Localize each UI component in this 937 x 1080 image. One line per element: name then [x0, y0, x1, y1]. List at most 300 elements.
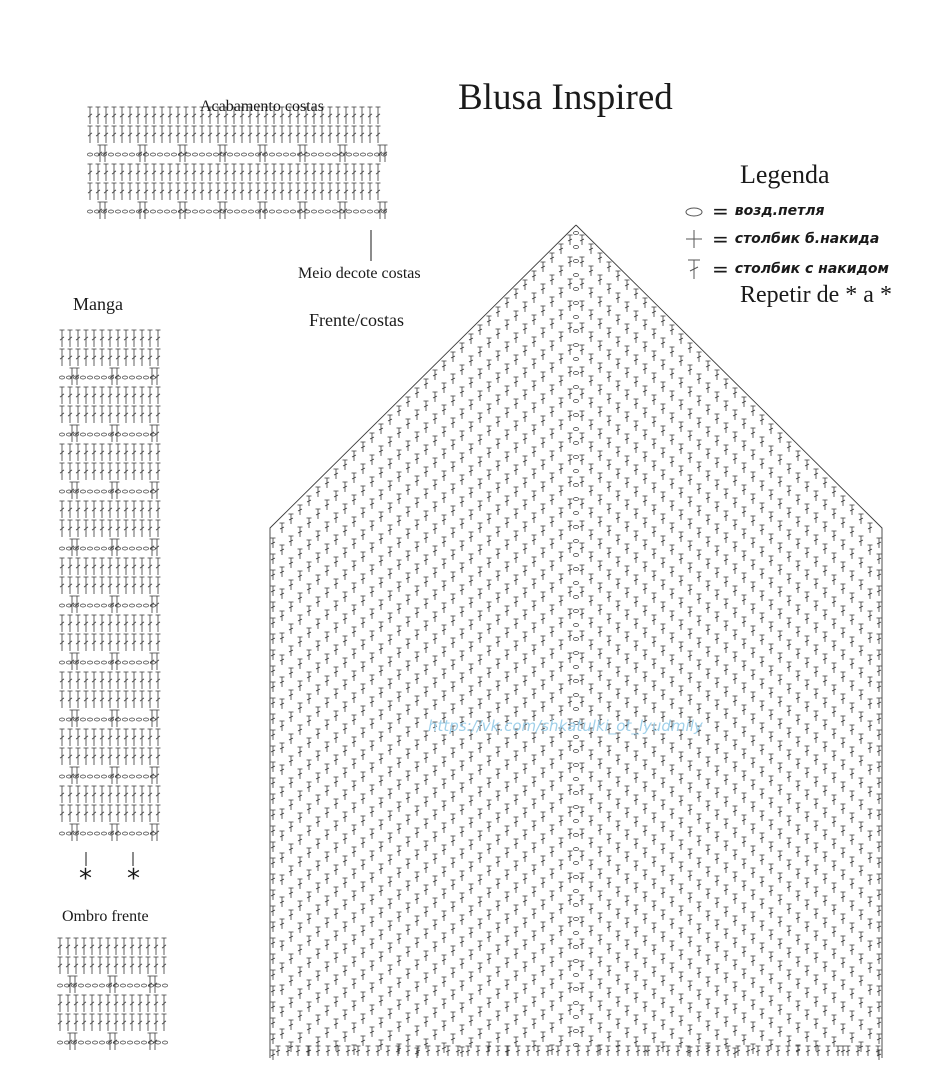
double-crochet-stitch [98, 957, 103, 974]
double-crochet-stitch [343, 658, 348, 668]
double-crochet-stitch [312, 183, 317, 200]
double-crochet-stitch [496, 747, 501, 757]
double-crochet-stitch [433, 392, 438, 402]
double-crochet-stitch [706, 867, 711, 877]
double-crochet-stitch [110, 767, 115, 784]
double-crochet-stitch [74, 957, 79, 974]
chain-stitch [367, 210, 372, 213]
double-crochet-stitch [643, 320, 648, 330]
double-crochet-stitch [598, 803, 603, 813]
double-crochet-stitch [184, 107, 189, 124]
double-crochet-stitch [352, 561, 357, 571]
double-crochet-stitch [859, 910, 864, 920]
double-crochet-stitch [616, 865, 621, 875]
double-crochet-stitch [814, 909, 819, 919]
chain-stitch [573, 456, 578, 459]
double-crochet-stitch [388, 833, 393, 843]
double-crochet-stitch [868, 1007, 873, 1017]
double-crochet-stitch [307, 958, 312, 968]
double-crochet-stitch [559, 926, 564, 936]
double-crochet-stitch [652, 549, 657, 559]
double-crochet-stitch [361, 728, 366, 738]
double-crochet-stitch [832, 773, 837, 783]
double-crochet-stitch [289, 646, 294, 656]
double-crochet-stitch [625, 764, 630, 774]
chain-stitch [59, 490, 64, 493]
double-crochet-stitch [625, 610, 630, 620]
double-crochet-stitch [589, 266, 594, 276]
double-crochet-stitch [661, 844, 666, 854]
double-crochet-stitch [280, 743, 285, 753]
double-crochet-stitch [397, 670, 402, 680]
double-crochet-stitch [688, 541, 693, 551]
double-crochet-stitch [733, 960, 738, 970]
double-crochet-stitch [823, 698, 828, 708]
double-crochet-stitch [532, 623, 537, 633]
chain-stitch [134, 1041, 139, 1044]
page-title: Blusa Inspired [458, 77, 673, 118]
double-crochet-stitch [397, 538, 402, 548]
double-crochet-stitch [379, 424, 384, 434]
double-crochet-stitch [75, 425, 80, 442]
double-crochet-stitch [688, 387, 693, 397]
double-crochet-stitch [88, 126, 93, 143]
chain-stitch [346, 210, 351, 213]
double-crochet-stitch [634, 531, 639, 541]
double-crochet-stitch [496, 615, 501, 625]
double-crochet-stitch [568, 895, 573, 905]
double-crochet-stitch [634, 377, 639, 387]
double-crochet-stitch [271, 986, 276, 996]
double-crochet-stitch [814, 535, 819, 545]
double-crochet-stitch [559, 508, 564, 518]
double-crochet-stitch [415, 454, 420, 464]
chain-stitch [101, 604, 106, 607]
double-crochet-stitch [616, 359, 621, 369]
double-crochet-stitch [379, 952, 384, 962]
double-crochet-stitch [110, 425, 115, 442]
double-crochet-stitch [442, 537, 447, 547]
double-crochet-stitch [264, 164, 269, 181]
double-crochet-stitch [406, 661, 411, 671]
double-crochet-stitch [589, 596, 594, 606]
double-crochet-stitch [424, 423, 429, 433]
double-crochet-stitch [841, 980, 846, 990]
double-crochet-stitch [68, 444, 73, 461]
double-crochet-stitch [92, 387, 97, 404]
double-crochet-stitch [138, 938, 143, 955]
double-crochet-stitch [859, 536, 864, 546]
double-crochet-stitch [625, 522, 630, 532]
double-crochet-stitch [661, 800, 666, 810]
double-crochet-stitch [469, 664, 474, 674]
double-crochet-stitch [156, 501, 161, 518]
double-crochet-stitch [334, 865, 339, 875]
double-crochet-stitch [379, 512, 384, 522]
double-crochet-stitch [514, 883, 519, 893]
chain-stitch [141, 984, 146, 987]
double-crochet-stitch [532, 535, 537, 545]
double-crochet-stitch [298, 505, 303, 515]
double-crochet-stitch [598, 649, 603, 659]
double-crochet-stitch [460, 915, 465, 925]
chain-stitch [353, 210, 358, 213]
double-crochet-stitch [143, 145, 148, 162]
double-crochet-stitch [580, 389, 585, 399]
double-crochet-stitch [616, 755, 621, 765]
double-crochet-stitch [271, 570, 276, 580]
double-crochet-stitch [289, 998, 294, 1008]
double-crochet-stitch [487, 844, 492, 854]
double-crochet-stitch [868, 611, 873, 621]
double-crochet-stitch [850, 571, 855, 581]
double-crochet-stitch [568, 235, 573, 245]
double-crochet-stitch [841, 958, 846, 968]
double-crochet-stitch [550, 891, 555, 901]
double-crochet-stitch [388, 613, 393, 623]
double-crochet-stitch [388, 679, 393, 689]
double-crochet-stitch [742, 507, 747, 517]
double-crochet-stitch [559, 244, 564, 254]
double-crochet-stitch [541, 944, 546, 954]
double-crochet-stitch [733, 1026, 738, 1036]
double-crochet-stitch [106, 957, 111, 974]
double-crochet-stitch [733, 762, 738, 772]
double-crochet-stitch [715, 458, 720, 468]
double-crochet-stitch [688, 783, 693, 793]
double-crochet-stitch [823, 808, 828, 818]
double-crochet-stitch [379, 622, 384, 632]
double-crochet-stitch [643, 760, 648, 770]
chain-stitch [94, 832, 99, 835]
double-crochet-stitch [216, 164, 221, 181]
double-crochet-stitch [550, 341, 555, 351]
double-crochet-stitch [716, 1046, 721, 1056]
chain-stitch [92, 984, 97, 987]
double-crochet-stitch [116, 786, 121, 803]
double-crochet-stitch [138, 1014, 143, 1031]
chain-stitch [573, 806, 578, 809]
double-crochet-stitch [280, 164, 285, 181]
double-crochet-stitch [523, 940, 528, 950]
double-crochet-stitch [706, 493, 711, 503]
double-crochet-stitch [379, 556, 384, 566]
double-crochet-stitch [877, 874, 882, 884]
double-crochet-stitch [433, 370, 438, 380]
double-crochet-stitch [580, 411, 585, 421]
double-crochet-stitch [424, 489, 429, 499]
double-crochet-stitch [406, 705, 411, 715]
double-crochet-stitch [343, 988, 348, 998]
double-crochet-stitch [132, 786, 137, 803]
double-crochet-stitch [580, 345, 585, 355]
double-crochet-stitch [108, 691, 113, 708]
double-crochet-stitch [589, 904, 594, 914]
double-crochet-stitch [541, 416, 546, 426]
double-crochet-stitch [379, 534, 384, 544]
double-crochet-stitch [670, 897, 675, 907]
double-crochet-stitch [769, 974, 774, 984]
double-crochet-stitch [679, 576, 684, 586]
double-crochet-stitch [805, 812, 810, 822]
double-crochet-stitch [514, 531, 519, 541]
double-crochet-stitch [478, 501, 483, 511]
double-crochet-stitch [124, 577, 129, 594]
double-crochet-stitch [343, 790, 348, 800]
double-crochet-stitch [486, 1046, 491, 1056]
double-crochet-stitch [670, 699, 675, 709]
double-crochet-stitch [406, 947, 411, 957]
double-crochet-stitch [505, 804, 510, 814]
double-crochet-stitch [625, 500, 630, 510]
double-crochet-stitch [607, 746, 612, 756]
double-crochet-stitch [366, 1046, 371, 1056]
double-crochet-stitch [415, 916, 420, 926]
double-crochet-stitch [625, 786, 630, 796]
double-crochet-stitch [580, 235, 585, 245]
chain-stitch [573, 344, 578, 347]
double-crochet-stitch [724, 951, 729, 961]
double-crochet-stitch [505, 452, 510, 462]
double-crochet-stitch [316, 487, 321, 497]
double-crochet-stitch [751, 538, 756, 548]
double-crochet-stitch [60, 691, 65, 708]
double-crochet-stitch [832, 575, 837, 585]
double-crochet-stitch [271, 618, 276, 628]
double-crochet-stitch [760, 437, 765, 447]
double-crochet-stitch [589, 420, 594, 430]
double-crochet-stitch [289, 734, 294, 744]
double-crochet-stitch [150, 767, 155, 784]
double-crochet-stitch [84, 786, 89, 803]
double-crochet-stitch [352, 605, 357, 615]
double-crochet-stitch [334, 909, 339, 919]
double-crochet-stitch [661, 910, 666, 920]
double-crochet-stitch [370, 939, 375, 949]
double-crochet-stitch [397, 912, 402, 922]
double-crochet-stitch [787, 706, 792, 716]
chain-stitch [122, 490, 127, 493]
double-crochet-stitch [460, 673, 465, 683]
double-crochet-stitch [442, 911, 447, 921]
double-crochet-stitch [643, 606, 648, 616]
double-crochet-stitch [568, 543, 573, 553]
chain-stitch [206, 153, 211, 156]
double-crochet-stitch [496, 571, 501, 581]
double-crochet-stitch [84, 501, 89, 518]
double-crochet-stitch [532, 909, 537, 919]
double-crochet-stitch [388, 547, 393, 557]
double-crochet-stitch [352, 649, 357, 659]
double-crochet-stitch [568, 939, 573, 949]
double-crochet-stitch [760, 657, 765, 667]
double-crochet-stitch [442, 999, 447, 1009]
double-crochet-stitch [424, 1017, 429, 1027]
double-crochet-stitch [841, 584, 846, 594]
double-crochet-stitch [823, 764, 828, 774]
double-crochet-stitch [487, 316, 492, 326]
double-crochet-stitch [796, 869, 801, 879]
double-crochet-stitch [634, 773, 639, 783]
double-crochet-stitch [415, 432, 420, 442]
double-crochet-stitch [778, 895, 783, 905]
double-crochet-stitch [778, 851, 783, 861]
double-crochet-stitch [550, 407, 555, 417]
double-crochet-stitch [706, 471, 711, 481]
double-crochet-stitch [733, 1048, 738, 1058]
double-crochet-stitch [154, 957, 159, 974]
double-crochet-stitch [733, 674, 738, 684]
double-crochet-stitch [697, 814, 702, 824]
double-crochet-stitch [670, 1007, 675, 1017]
double-crochet-stitch [589, 1036, 594, 1046]
chain-stitch [227, 153, 232, 156]
double-crochet-stitch [505, 892, 510, 902]
double-crochet-stitch [550, 671, 555, 681]
double-crochet-stitch [451, 924, 456, 934]
label-frente-costas: Frente/costas [309, 310, 404, 330]
double-crochet-stitch [796, 803, 801, 813]
double-crochet-stitch [568, 653, 573, 663]
double-crochet-stitch [877, 1034, 882, 1044]
double-crochet-stitch [607, 790, 612, 800]
double-crochet-stitch [787, 816, 792, 826]
double-crochet-stitch [776, 1046, 781, 1056]
double-crochet-stitch [541, 372, 546, 382]
double-crochet-stitch [850, 747, 855, 757]
double-crochet-stitch [661, 558, 666, 568]
double-crochet-stitch [352, 164, 357, 181]
double-crochet-stitch [336, 126, 341, 143]
double-crochet-stitch [325, 1028, 330, 1038]
double-crochet-stitch [697, 550, 702, 560]
double-crochet-stitch [643, 804, 648, 814]
double-crochet-stitch [832, 949, 837, 959]
double-crochet-stitch [148, 558, 153, 575]
double-crochet-stitch [859, 514, 864, 524]
double-crochet-stitch [706, 801, 711, 811]
double-crochet-stitch [156, 729, 161, 746]
double-crochet-stitch [336, 164, 341, 181]
double-crochet-stitch [271, 1050, 276, 1060]
double-crochet-stitch [424, 599, 429, 609]
double-crochet-stitch [116, 748, 121, 765]
chain-stitch [122, 547, 127, 550]
double-crochet-stitch [433, 414, 438, 424]
double-crochet-stitch [589, 838, 594, 848]
double-crochet-stitch [307, 1002, 312, 1012]
chain-stitch [87, 547, 92, 550]
double-crochet-stitch [823, 984, 828, 994]
double-crochet-stitch [132, 558, 137, 575]
double-crochet-stitch [589, 508, 594, 518]
double-crochet-stitch [568, 389, 573, 399]
double-crochet-stitch [568, 983, 573, 993]
double-crochet-stitch [778, 609, 783, 619]
double-crochet-stitch [796, 781, 801, 791]
double-crochet-stitch [442, 625, 447, 635]
double-crochet-stitch [487, 778, 492, 788]
double-crochet-stitch [108, 387, 113, 404]
double-crochet-stitch [466, 1046, 471, 1056]
double-crochet-stitch [877, 602, 882, 612]
double-crochet-stitch [832, 685, 837, 695]
double-crochet-stitch [108, 1033, 113, 1050]
double-crochet-stitch [868, 809, 873, 819]
double-crochet-stitch [523, 302, 528, 312]
double-crochet-stitch [487, 932, 492, 942]
double-crochet-stitch [424, 379, 429, 389]
double-crochet-stitch [625, 874, 630, 884]
double-crochet-stitch [451, 880, 456, 890]
double-crochet-stitch [636, 1046, 641, 1056]
double-crochet-stitch [110, 710, 115, 727]
double-crochet-stitch [469, 598, 474, 608]
double-crochet-stitch [523, 324, 528, 334]
double-crochet-stitch [832, 553, 837, 563]
double-crochet-stitch [505, 408, 510, 418]
double-crochet-stitch [598, 319, 603, 329]
double-crochet-stitch [271, 826, 276, 836]
double-crochet-stitch [805, 768, 810, 778]
double-crochet-stitch [850, 549, 855, 559]
double-crochet-stitch [433, 876, 438, 886]
ombro-frente-diagram [57, 938, 167, 1050]
double-crochet-stitch [469, 686, 474, 696]
double-crochet-stitch [850, 989, 855, 999]
double-crochet-stitch [112, 183, 117, 200]
double-crochet-stitch [823, 500, 828, 510]
double-crochet-stitch [361, 794, 366, 804]
double-crochet-stitch [271, 698, 276, 708]
double-crochet-stitch [805, 592, 810, 602]
double-crochet-stitch [415, 586, 420, 596]
double-crochet-stitch [115, 482, 120, 499]
double-crochet-stitch [100, 463, 105, 480]
double-crochet-stitch [82, 957, 87, 974]
double-crochet-stitch [316, 597, 321, 607]
double-crochet-stitch [92, 786, 97, 803]
double-crochet-stitch [706, 823, 711, 833]
double-crochet-stitch [320, 126, 325, 143]
double-crochet-stitch [460, 805, 465, 815]
double-crochet-stitch [733, 608, 738, 618]
double-crochet-stitch [478, 875, 483, 885]
double-crochet-stitch [724, 555, 729, 565]
double-crochet-stitch [343, 702, 348, 712]
double-crochet-stitch [523, 632, 528, 642]
double-crochet-stitch [625, 676, 630, 686]
double-crochet-stitch [84, 672, 89, 689]
double-crochet-stitch [370, 719, 375, 729]
double-crochet-stitch [370, 675, 375, 685]
chain-stitch [87, 153, 92, 156]
chain-stitch [171, 153, 176, 156]
double-crochet-stitch [84, 748, 89, 765]
double-crochet-stitch [478, 435, 483, 445]
double-crochet-stitch [625, 346, 630, 356]
chain-stitch [269, 210, 274, 213]
double-crochet-stitch [836, 1046, 841, 1056]
chain-stitch [129, 604, 134, 607]
double-crochet-stitch [68, 615, 73, 632]
double-crochet-stitch [652, 769, 657, 779]
double-crochet-stitch [598, 253, 603, 263]
double-crochet-stitch [832, 795, 837, 805]
double-crochet-stitch [514, 487, 519, 497]
double-crochet-stitch [559, 816, 564, 826]
double-crochet-stitch [116, 463, 121, 480]
